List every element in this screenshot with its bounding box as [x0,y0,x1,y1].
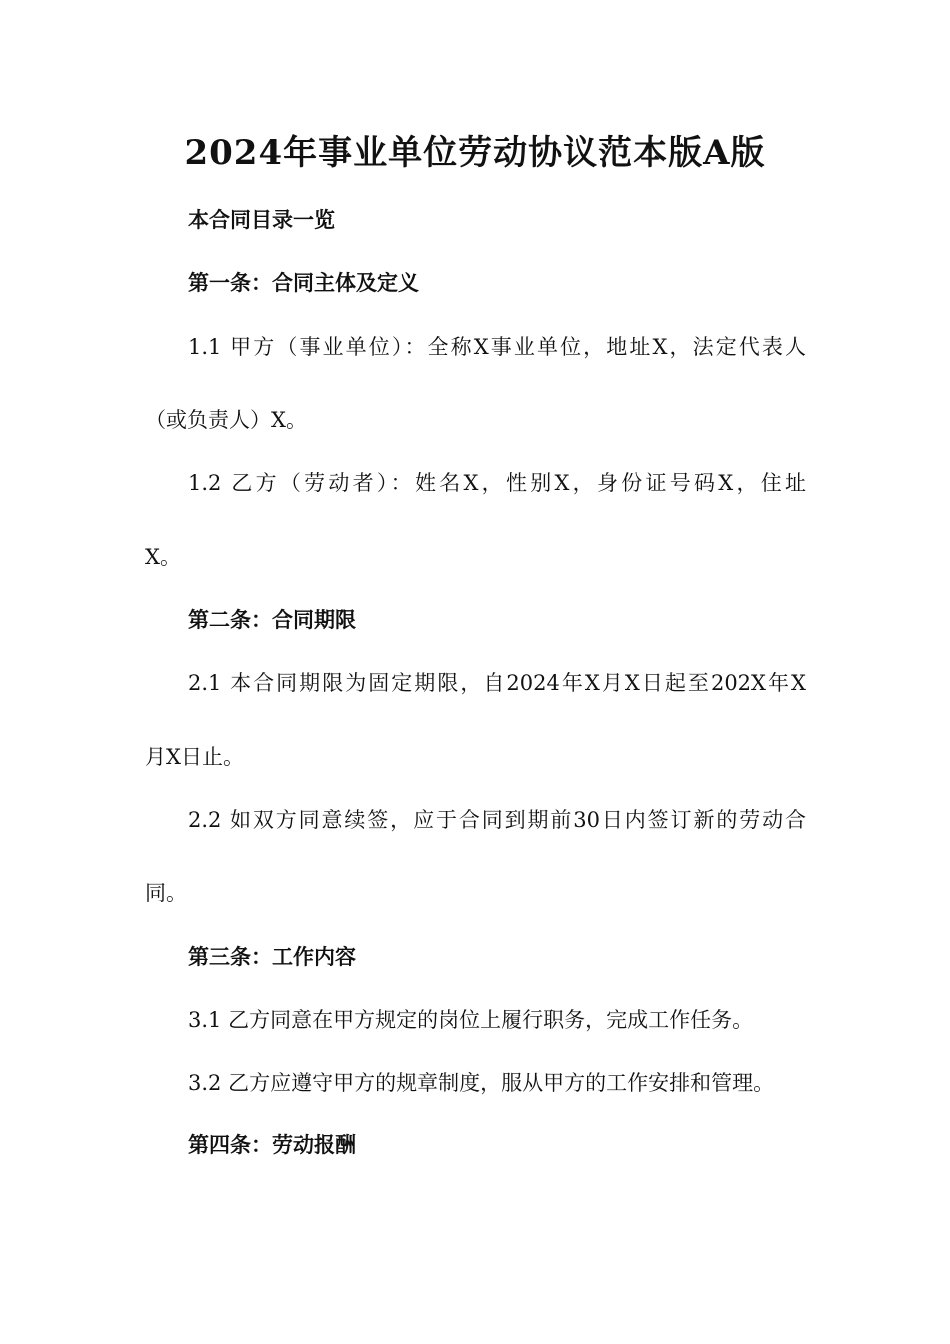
clause-2-1-line-2: 月X日止。 [145,745,244,769]
clause-1-1-line-2: （或负责人）X。 [145,408,307,432]
clause-2-2-line-1: 2.2 如双方同意续签，应于合同到期前30日内签订新的劳动合 [188,808,806,832]
clause-1-2-line-2: X。 [145,545,181,569]
clause-2-1-line-1: 2.1 本合同期限为固定期限，自2024年X月X日起至202X年X [188,671,806,695]
article-4-heading: 第四条：劳动报酬 [188,1133,356,1157]
clause-3-1: 3.1 乙方同意在甲方规定的岗位上履行职务，完成工作任务。 [188,1008,754,1032]
clause-3-2: 3.2 乙方应遵守甲方的规章制度，服从甲方的工作安排和管理。 [188,1071,775,1095]
article-1-heading: 第一条：合同主体及定义 [188,271,419,295]
article-3-heading: 第三条：工作内容 [188,945,356,969]
clause-1-1-line-1: 1.1 甲方（事业单位）：全称X事业单位，地址X，法定代表人 [188,335,806,359]
clause-2-2-line-2: 同。 [145,881,187,905]
document-title: 2024年事业单位劳动协议范本版A版 [184,133,766,173]
toc-heading: 本合同目录一览 [188,208,335,232]
clause-1-2-line-1: 1.2 乙方（劳动者）：姓名X，性别X，身份证号码X，住址 [188,471,806,495]
article-2-heading: 第二条：合同期限 [188,608,356,632]
